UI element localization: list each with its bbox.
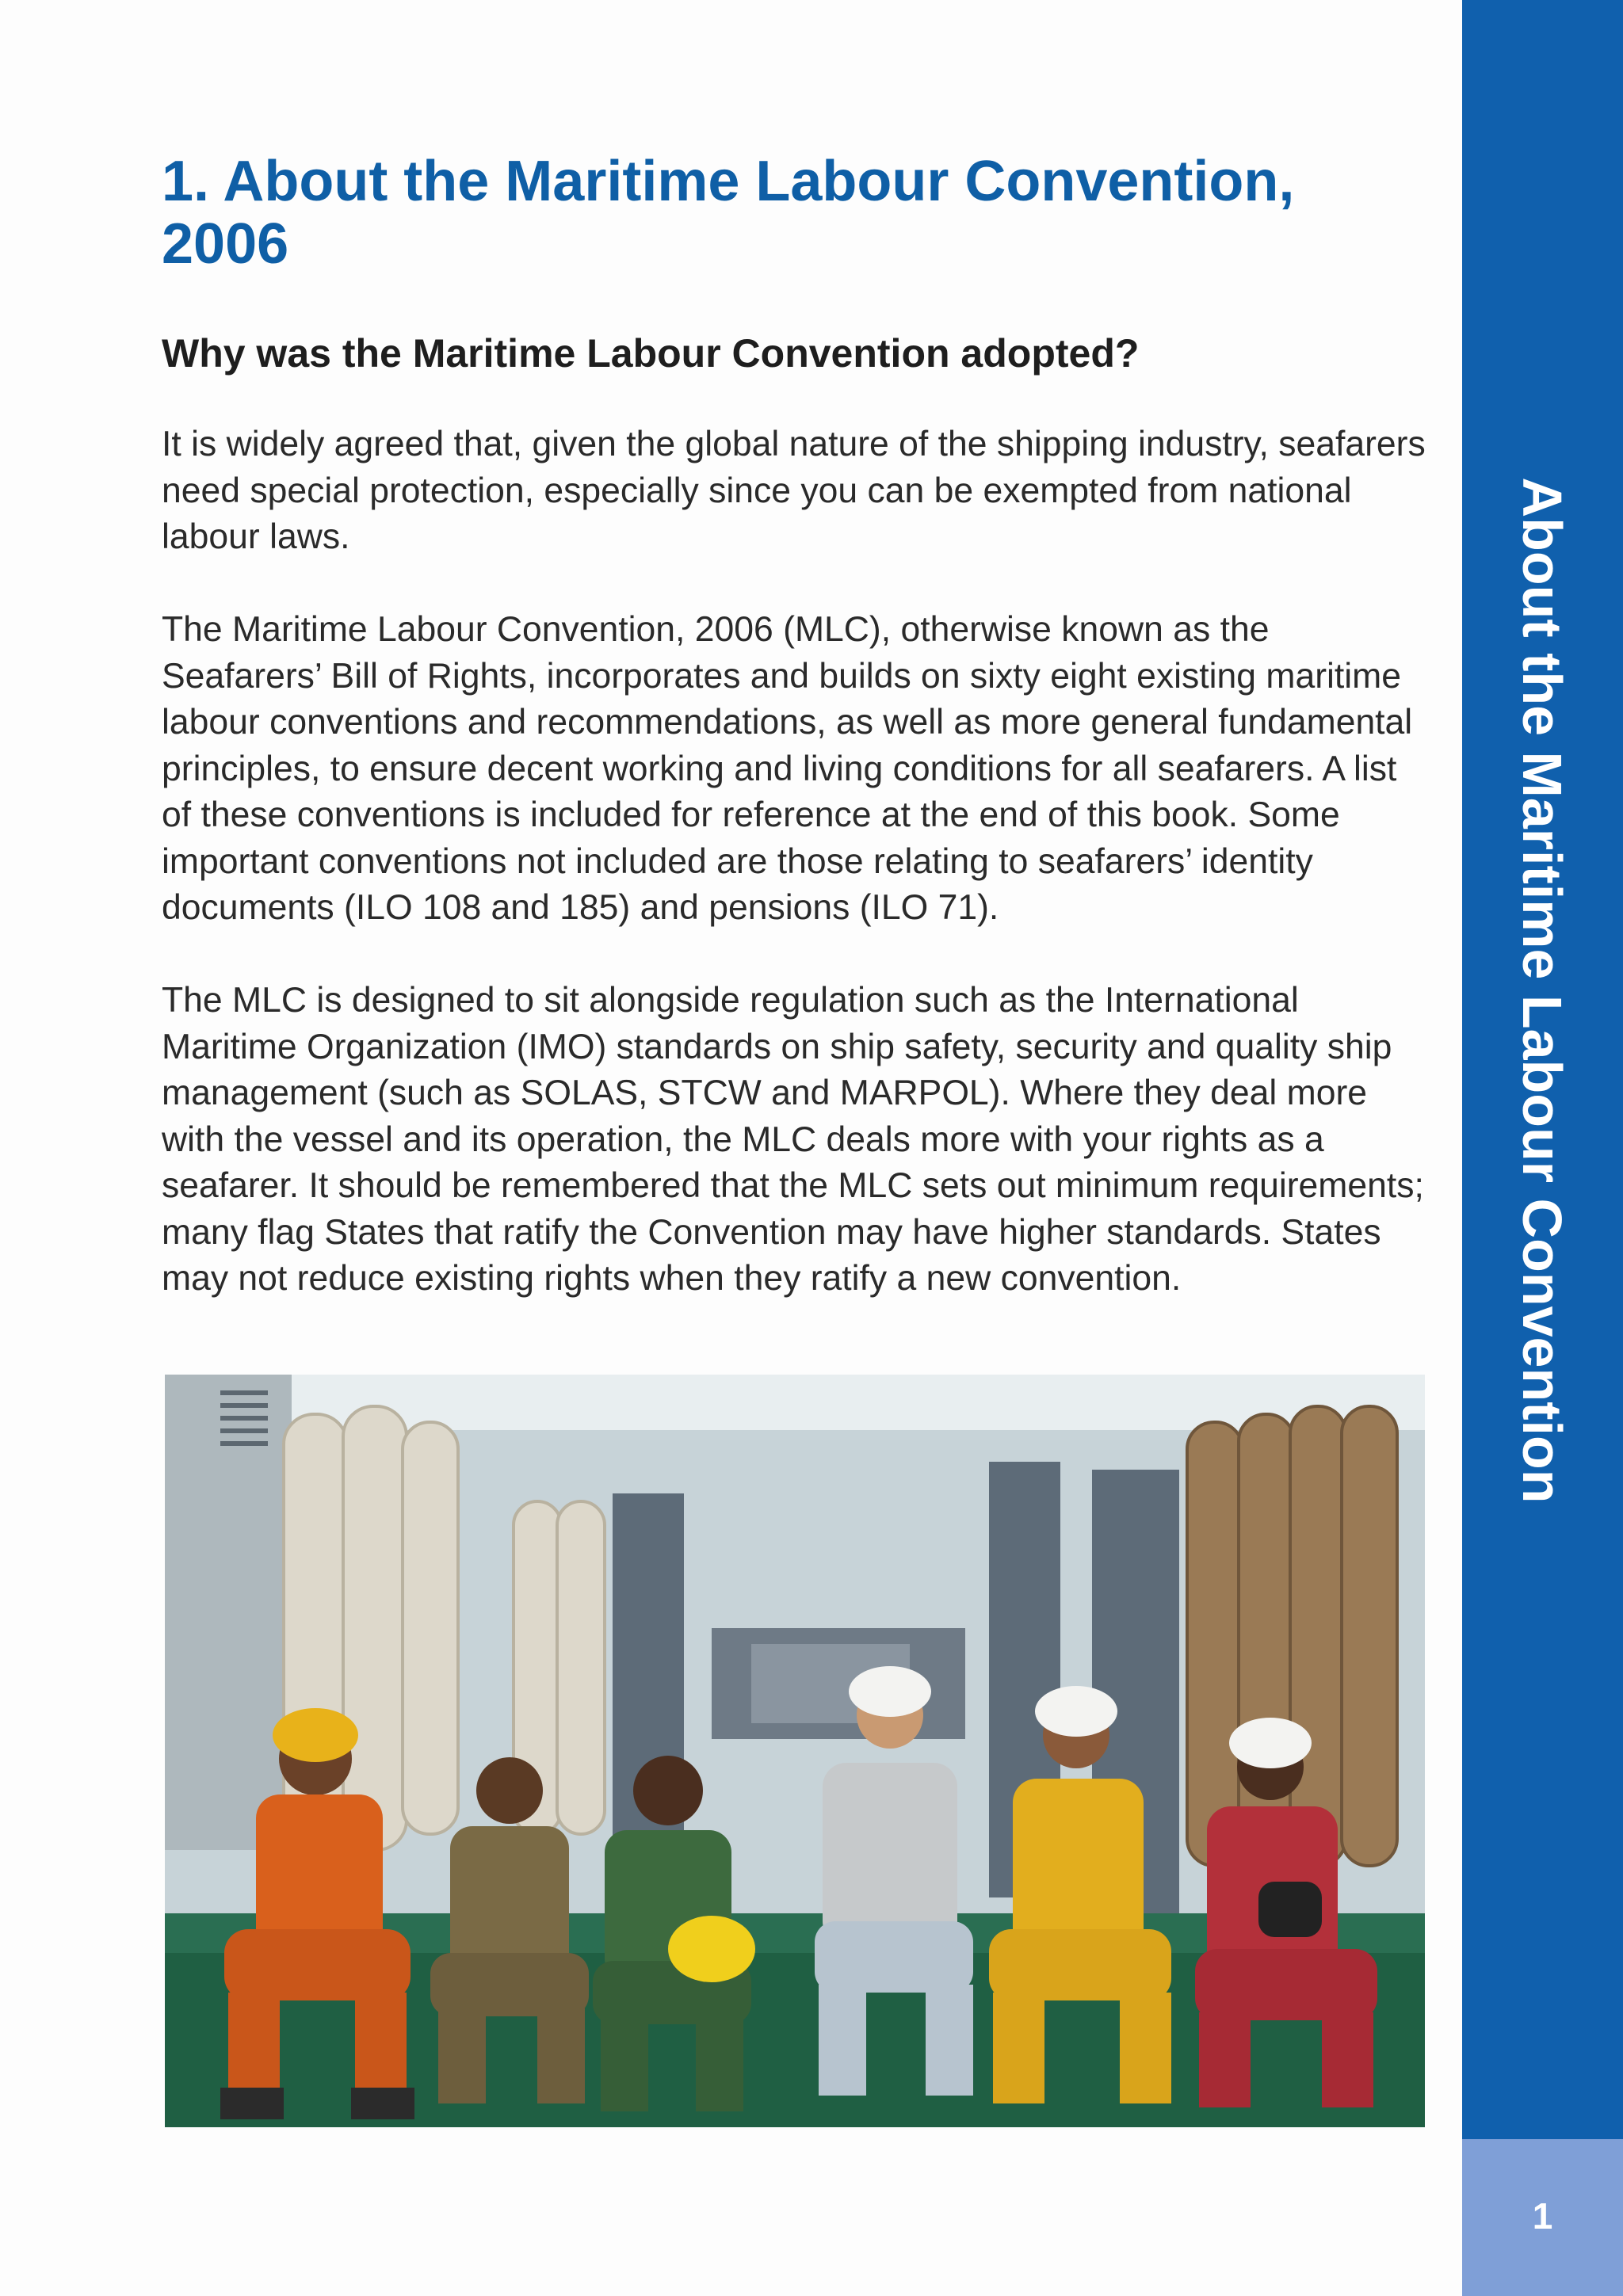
- main-content: [162, 151, 1430, 1302]
- seafarers-photo: [165, 1375, 1425, 2127]
- body-paragraph: The MLC is designed to sit alongside regulation such as the International Maritime Organization (IMO) standards on ship safety, security and quality ship management (such as SOLAS, STCW and MARPOL). Where they deal more with the vessel and its operation, the MLC deals more with your rights as a seafarer. It should be remembered that the MLC sets out minimum requirements; many flag States that ratify the Convention may have higher standards. States may not reduce existing rights when they ratify a new convention.: [162, 981, 1424, 1299]
- page-number: 1: [1532, 2195, 1553, 2237]
- body-paragraph: It is widely agreed that, given the global nature of the shipping industry, seafarers need special protection, especially since you can be exempted from national labour laws.: [162, 425, 1426, 557]
- page-number-box: [1462, 2139, 1623, 2296]
- chapter-title: 1. About the Maritime Labour Convention, 2006: [162, 150, 1295, 277]
- section-heading: Why was the Maritime Labour Convention adopted?: [162, 331, 1140, 376]
- side-tab-title: About the Maritime Labour Convention: [1511, 477, 1573, 1504]
- body-paragraph: The Maritime Labour Convention, 2006 (MLC), otherwise known as the Seafarers’ Bill of Rights, incorporates and builds on sixty eight existing maritime labour conventions and recommendations, as well as more general fundamental principles, to ensure decent working and living conditions for all seafarers. A list of these conventions is included for reference at the end of this book. Some important conventions not included are those relating to seafarers’ identity documents (ILO 108 and 185) and pensions (ILO 71).: [162, 610, 1413, 928]
